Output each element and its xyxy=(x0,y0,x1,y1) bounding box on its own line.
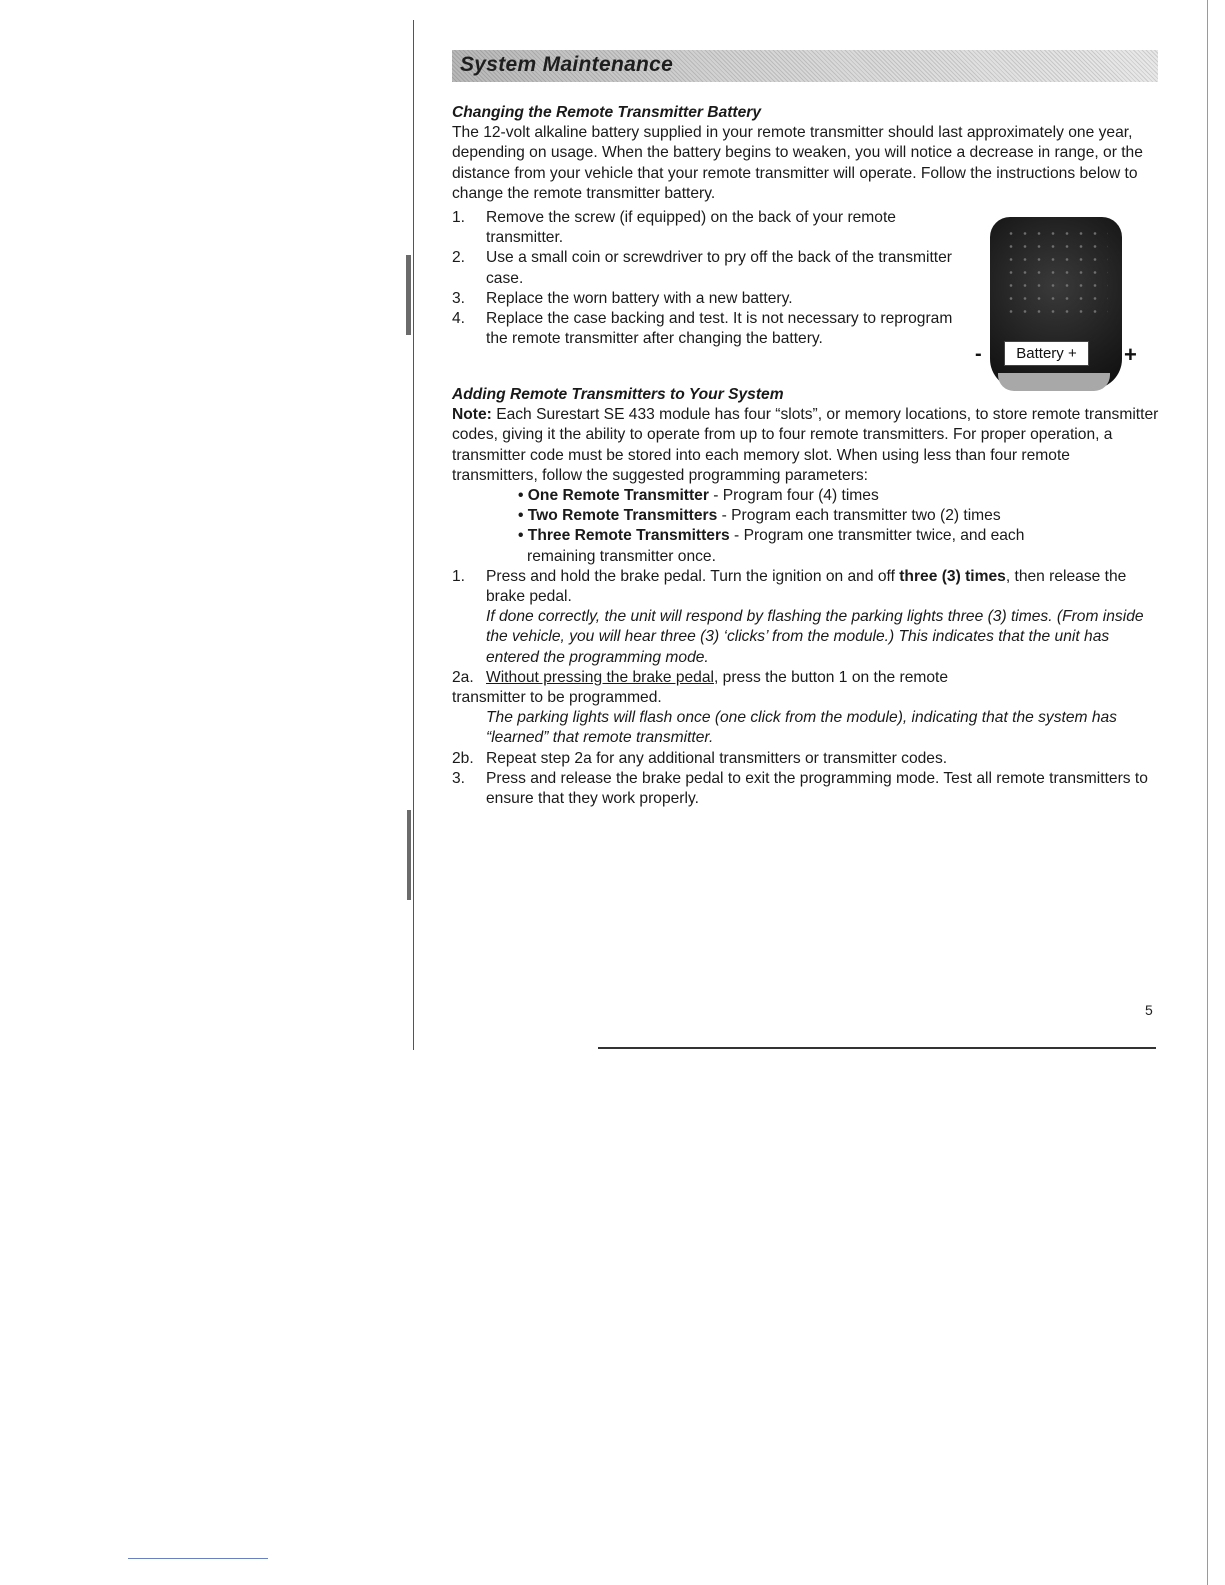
step-text: Remove the screw (if equipped) on the back of your remote transmitter. xyxy=(486,209,896,247)
step-text-part: , press the button 1 on the remote xyxy=(713,668,949,686)
program-step-3 xyxy=(452,769,1160,809)
note-text: Each Surestart SE 433 module has four “slots”, or memory locations, to store remote transmitter codes, giving it the ability to operate from up to four remote transmitters. For proper operation, a transmitter code must be stored into each memory slot. When using less than four remote transmitters, follow the suggested programming parameters: xyxy=(452,406,1159,484)
program-step-1 xyxy=(452,567,1160,607)
battery-step xyxy=(452,309,972,349)
step-2a-continuation: transmitter to be programmed. xyxy=(452,689,662,707)
step-number: 3. xyxy=(452,289,466,307)
step-number: 1. xyxy=(452,209,466,226)
step-number: 4. xyxy=(452,310,466,328)
bullet-continuation: remaining transmitter once. xyxy=(527,547,716,565)
note-label: Note: xyxy=(452,406,492,424)
bullet-text: - Program four (4) times xyxy=(708,487,879,505)
section-banner xyxy=(452,50,1158,82)
battery-heading: Changing the Remote Transmitter Battery xyxy=(452,104,762,121)
bullet-label: • One Remote Transmitter xyxy=(518,487,709,505)
step-text-part: Press and hold the brake pedal. Turn the ignition on and off xyxy=(486,567,900,585)
battery-step xyxy=(452,248,972,288)
bullet-item xyxy=(452,506,1160,526)
bullet-text: - Program each transmitter two (2) times xyxy=(717,507,1001,525)
step-text: Press and release the brake pedal to exit the programming mode. Test all remote transmitters to ensure that they work properly. xyxy=(486,769,1148,808)
adding-section xyxy=(452,385,1160,809)
adding-heading: Adding Remote Transmitters to Your System xyxy=(452,386,784,403)
plus-sign: + xyxy=(1124,342,1137,367)
step-number: 3. xyxy=(452,769,466,787)
step-number: 2. xyxy=(452,249,466,267)
step-number: 2a. xyxy=(452,668,474,686)
battery-step xyxy=(452,289,972,309)
step-number: 2b. xyxy=(452,749,474,767)
minus-sign: - xyxy=(975,343,982,365)
step-1-note: If done correctly, the unit will respond by flashing the parking lights three (3) times. (From inside the vehicle, you will hear three (3) ‘clicks’ from the module.) This indicates that the unit has entered the programming mode. xyxy=(486,608,1144,666)
step-text: Repeat step 2a for any additional transmitters or transmitter codes. xyxy=(486,749,948,767)
battery-intro: The 12-volt alkaline battery supplied in your remote transmitter should last approximately one year, depending on usage. When the battery begins to weaken, you will notice a decrease in range, or the distance from your vehicle that your remote transmitter will operate. Follow the instructions below to change the remote transmitter battery. xyxy=(452,124,1143,202)
program-step-2a xyxy=(452,668,1160,688)
bullet-label: • Two Remote Transmitters xyxy=(518,507,718,525)
step-number: 1. xyxy=(452,567,466,585)
step-text: Replace the case backing and test. It is not necessary to reprogram the remote transmitter after changing the battery. xyxy=(486,310,953,348)
step-2a-note: The parking lights will flash once (one click from the module), indicating that the system has “learned” that remote transmitter. xyxy=(486,709,1117,747)
scan-left-edge-line xyxy=(413,20,414,1050)
section-title: System Maintenance xyxy=(460,53,674,76)
step-text-bold: three (3) times xyxy=(899,567,1006,585)
footer-rule xyxy=(598,1047,1156,1049)
scan-left-edge-mark xyxy=(407,810,411,900)
remote-base xyxy=(998,373,1110,391)
scan-bottom-line xyxy=(128,1558,268,1559)
page-content xyxy=(452,103,1160,809)
step-text: Use a small coin or screwdriver to pry off the back of the transmitter case. xyxy=(486,249,952,287)
step-text: Replace the worn battery with a new battery. xyxy=(486,289,793,307)
bullet-label: • Three Remote Transmitters xyxy=(518,527,730,545)
bullet-text: - Program one transmitter twice, and each xyxy=(729,527,1025,545)
note-paragraph xyxy=(452,405,1160,486)
step-text-part: , then release the brake pedal. xyxy=(486,567,1127,606)
page-number: 5 xyxy=(1145,1002,1153,1018)
step-text xyxy=(486,668,948,688)
bullet-item xyxy=(452,486,1160,506)
bullet-item xyxy=(452,526,1160,546)
battery-step xyxy=(452,208,972,248)
program-step-2b xyxy=(452,749,1160,769)
step-text-underlined: Without pressing the brake pedal xyxy=(486,668,714,686)
step-text xyxy=(486,567,1160,607)
scan-left-edge-mark xyxy=(406,255,411,335)
battery-label: Battery + xyxy=(1004,341,1089,366)
scan-right-edge-line xyxy=(1207,0,1208,1585)
remote-overlay xyxy=(990,217,1122,389)
battery-steps xyxy=(452,208,972,349)
